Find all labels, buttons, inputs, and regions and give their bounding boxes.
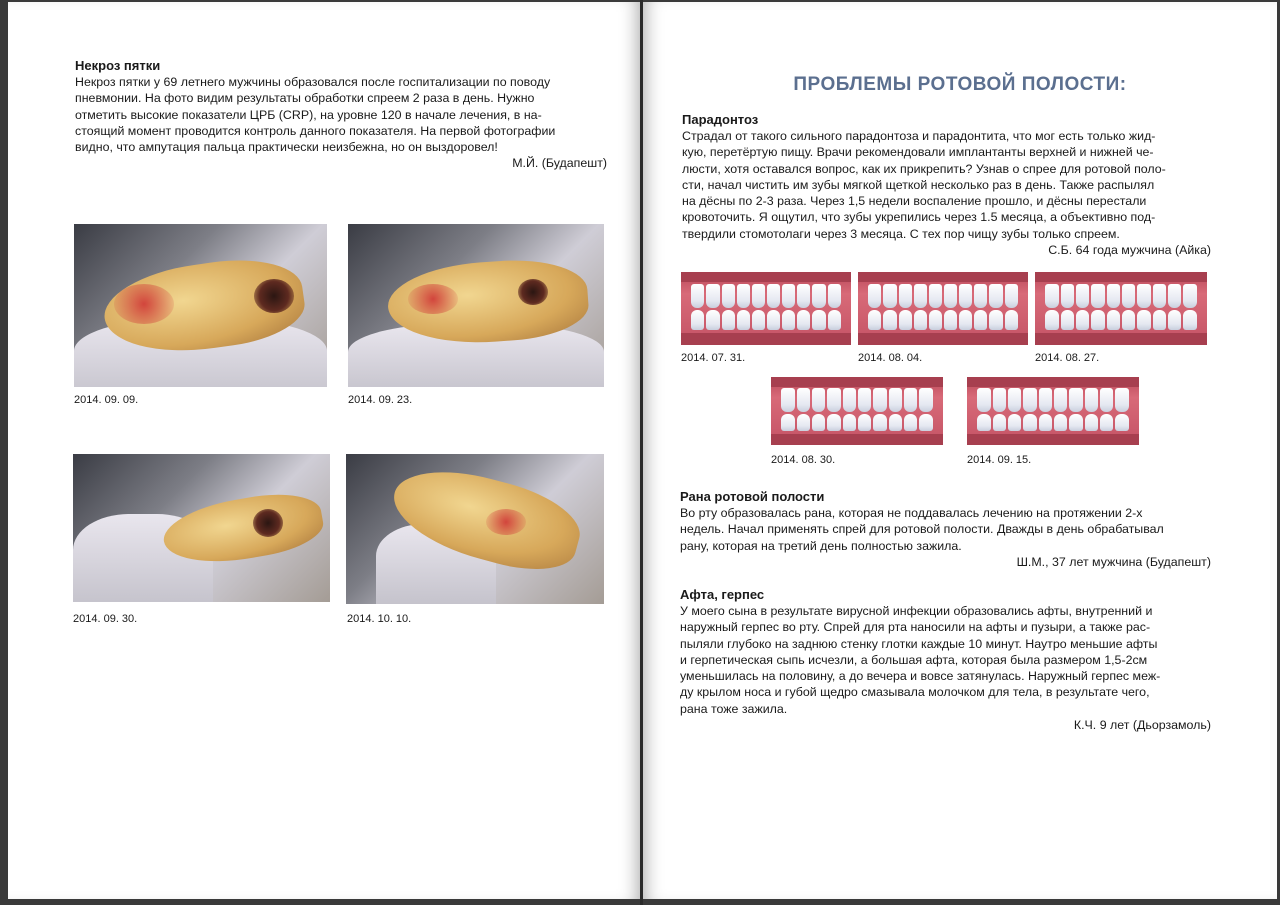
aphtha-signature: К.Ч. 9 лет (Дьорзамоль) (1073, 718, 1211, 733)
necrosis-signature: М.Й. (Будапешт) (512, 156, 607, 171)
teeth-photo-3 (1035, 272, 1207, 345)
teeth-photo-2-caption: 2014. 08. 04. (858, 352, 923, 364)
wound-title: Рана ротовой полости (680, 489, 825, 504)
foot-photo-3 (73, 454, 330, 602)
teeth-photo-1 (681, 272, 851, 345)
periodontosis-section (682, 112, 1211, 258)
teeth-photo-4 (771, 377, 943, 445)
necrosis-title: Некроз пятки (75, 58, 161, 73)
foot-photo-1 (74, 224, 327, 387)
teeth-photo-2 (858, 272, 1028, 345)
periodontosis-title: Парадонтоз (682, 112, 759, 127)
page-heading: ПРОБЛЕМЫ РОТОВОЙ ПОЛОСТИ: (793, 74, 1127, 95)
wound-section (680, 489, 1211, 570)
foot-photo-2-caption: 2014. 09. 23. (348, 394, 413, 406)
periodontosis-text: Страдал от такого сильного парадонтоза и парадонтита, что мог есть только жид- кую, перетёртую пищу. Врачи рекомендовали имплантанты верхней и нижней че- люсти, хотя оставался вопрос, как их прикрепить? Узнав о спрее для ротовой поло- сти, начал чистить им зубы мягкой щеткой несколько раз в день. Также распылял на дёсны по 2-3 раза. Через 1,5 недели воспаление прошло, и дёсны перестали кровоточить. Я ощутил, что зубы укрепились через 1.5 месяца, а объективно под- твердили стомотолаги через 3 месяца. С тех пор чищу зубы только спреем. (682, 129, 1166, 241)
teeth-photo-4-caption: 2014. 08. 30. (771, 454, 836, 466)
right-page (643, 2, 1277, 899)
periodontosis-signature: С.Б. 64 года мужчина (Айка) (1048, 243, 1211, 258)
teeth-photo-5-caption: 2014. 09. 15. (967, 454, 1032, 466)
aphtha-title: Афта, герпес (680, 587, 765, 602)
foot-photo-2 (348, 224, 604, 387)
necrosis-text: Некроз пятки у 69 летнего мужчины образовался после госпитализации по поводу пневмонии. На фото видим результаты обработки спреем 2 раза в день. Нужно отметить высокие показатели ЦРБ (CRP), на уровне 120 в начале лечения, в на- стоящий момент проводится контроль данного показателя. На первой фотографии видно, что ампутация пальца практически неизбежна, но он выздоровел! (75, 75, 556, 155)
foot-photo-4 (346, 454, 604, 604)
left-page (8, 2, 640, 899)
wound-signature: Ш.М., 37 лет мужчина (Будапешт) (1016, 554, 1211, 569)
teeth-photo-5 (967, 377, 1139, 445)
foot-photo-4-caption: 2014. 10. 10. (347, 613, 412, 625)
aphtha-text: У моего сына в результате вирусной инфекции образовались афты, внутренний и наружный герпес во рту. Спрей для рта наносили на афты и пузыри, а также рас- пыляли глубоко на заднюю стенку глотки каждые 10 минут. Наутро меньшие афты и герпетическая сыпь исчезли, а большая афта, которая была размером 1,5-2см уменьшилась на половину, а до вечера и вовсе затянулась. Наружный герпес меж- ду крылом носа и губой щедро смазывала молочком для тела, в результате чего, рана тоже зажила. (680, 604, 1161, 716)
wound-text: Во рту образовалась рана, которая не поддавалась лечению на протяжении 2-х недель. Начал применять спрей для ротовой полости. Дважды в день обрабатывал рану, которая на третий день полностью зажила. (680, 506, 1164, 553)
foot-photo-3-caption: 2014. 09. 30. (73, 613, 138, 625)
aphtha-section (680, 587, 1211, 733)
teeth-photo-1-caption: 2014. 07. 31. (681, 352, 746, 364)
necrosis-section (75, 58, 607, 172)
foot-photo-1-caption: 2014. 09. 09. (74, 394, 139, 406)
teeth-photo-3-caption: 2014. 08. 27. (1035, 352, 1100, 364)
